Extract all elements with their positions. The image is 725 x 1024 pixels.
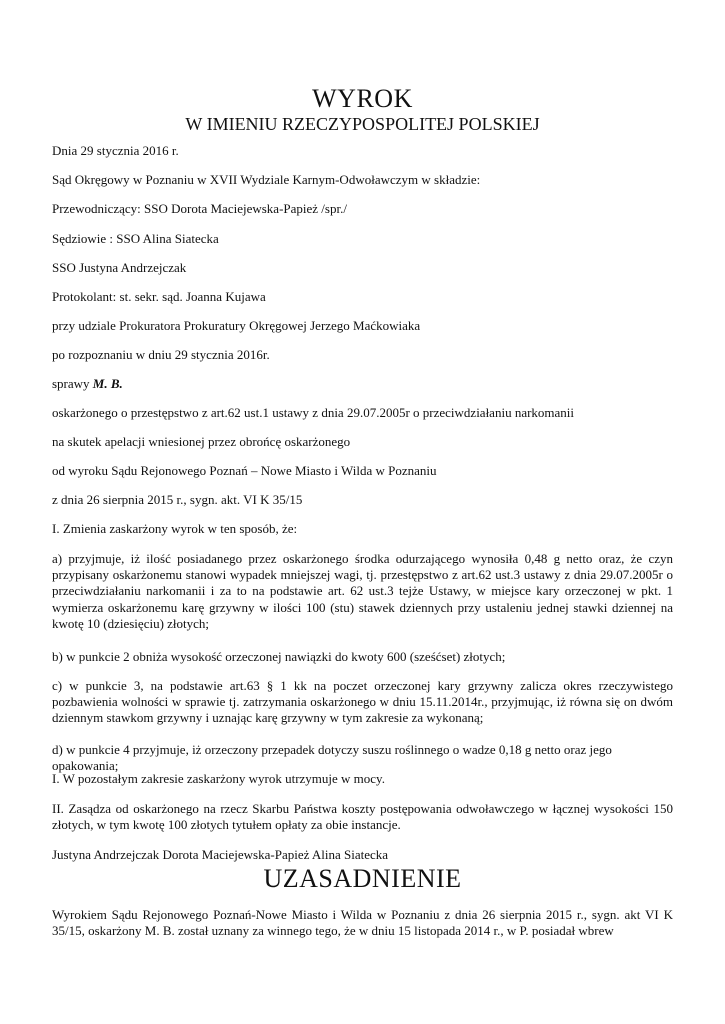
point-d: d) w punkcie 4 przyjmuje, iż orzeczony przepadek dotyczy suszu roślinnego o wadze 0,18 g netto oraz jego opakowania;	[52, 742, 612, 774]
appeal-basis: na skutek apelacji wniesionej przez obrońcę oskarżonego	[52, 434, 351, 449]
justification-title: UZASADNIENIE	[263, 864, 462, 893]
point-b: b) w punkcie 2 obniża wysokość orzeczonej nawiązki do kwoty 600 (sześćset) złotych;	[52, 649, 506, 664]
document-title: WYROK	[312, 84, 413, 113]
judge-second: SSO Justyna Andrzejczak	[52, 260, 187, 275]
document-subtitle: W IMIENIU RZECZYPOSPOLITEJ POLSKIEJ	[185, 114, 540, 134]
defendant-name: M. B.	[92, 376, 123, 391]
judgment-date: Dnia 29 stycznia 2016 r.	[52, 143, 179, 158]
point-c: c) w punkcie 3, na podstawie art.63 § 1 kk na poczet orzeczonej kary grzywny zalicza okres rzeczywistego pozbawienia wolności w sprawie tj. zatrzymania oskarżonego w dniu 15.11.2014r., przyjmując, iż równa się on dwóm dziennym stawkom grzywny i uznając karę grzywny w tym zakresie za wykonaną;	[52, 678, 673, 726]
point-i-change: I. Zmienia zaskarżony wyrok w ten sposób, że:	[52, 521, 298, 536]
judges: Sędziowie : SSO Alina Siatecka	[52, 231, 219, 246]
prosecutor: przy udziale Prokuratora Prokuratury Okręgowej Jerzego Maćkowiaka	[52, 318, 421, 333]
judge-signatures: Justyna Andrzejczak Dorota Maciejewska-Papież Alina Siatecka	[52, 847, 389, 862]
case-line	[52, 376, 673, 392]
court-clerk: Protokolant: st. sekr. sąd. Joanna Kujawa	[52, 289, 266, 304]
lower-court-date: z dnia 26 sierpnia 2015 r., sygn. akt. VI K 35/15	[52, 492, 303, 507]
point-ii-costs: II. Zasądza od oskarżonego na rzecz Skarbu Państwa koszty postępowania odwoławczego w łącznej wysokości 150 złotych, w tym kwotę 100 złotych tytułem opłaty za obie instancje.	[52, 801, 673, 833]
court-composition: Sąd Okręgowy w Poznaniu w XVII Wydziale Karnym-Odwoławczym w składzie:	[52, 172, 481, 187]
hearing-date: po rozpoznaniu w dniu 29 stycznia 2016r.	[52, 347, 270, 362]
point-a: a) przyjmuje, iż ilość posiadanego przez oskarżonego środka odurzającego wynosiła 0,48 g netto oraz, że czyn przypisany oskarżonemu stanowi wypadek mniejszej wagi, tj. przestępstwo z art.62 ust.3 ustawy z dnia 29.07.2005r o przeciwdziałaniu narkomanii i za to na podstawie art. 62 ust.3 tejże Ustawy, w miejsce kary orzeczonej w pkt. 1 wymierza oskarżonemu karę grzywny w ilości 100 (stu) stawek dziennych przy ustaleniu jednej stawki dziennej na kwotę 10 (dziesięciu) złotych;	[52, 551, 673, 631]
case-prefix: sprawy	[52, 376, 93, 391]
presiding-judge: Przewodniczący: SSO Dorota Maciejewska-Papież /spr./	[52, 201, 347, 216]
charge: oskarżonego o przestępstwo z art.62 ust.1 ustawy z dnia 29.07.2005r o przeciwdziałaniu narkomanii	[52, 405, 575, 420]
lower-court-judgment: od wyroku Sądu Rejonowego Poznań – Nowe Miasto i Wilda w Poznaniu	[52, 463, 437, 478]
point-i-uphold: I. W pozostałym zakresie zaskarżony wyrok utrzymuje w mocy.	[52, 771, 385, 786]
justification-text: Wyrokiem Sądu Rejonowego Poznań-Nowe Miasto i Wilda w Poznaniu z dnia 26 sierpnia 2015 r., sygn. akt VI K 35/15, oskarżony M. B. został uznany za winnego tego, że w dniu 15 listopada 2014 r., w P. posiadał wbrew	[52, 907, 673, 939]
